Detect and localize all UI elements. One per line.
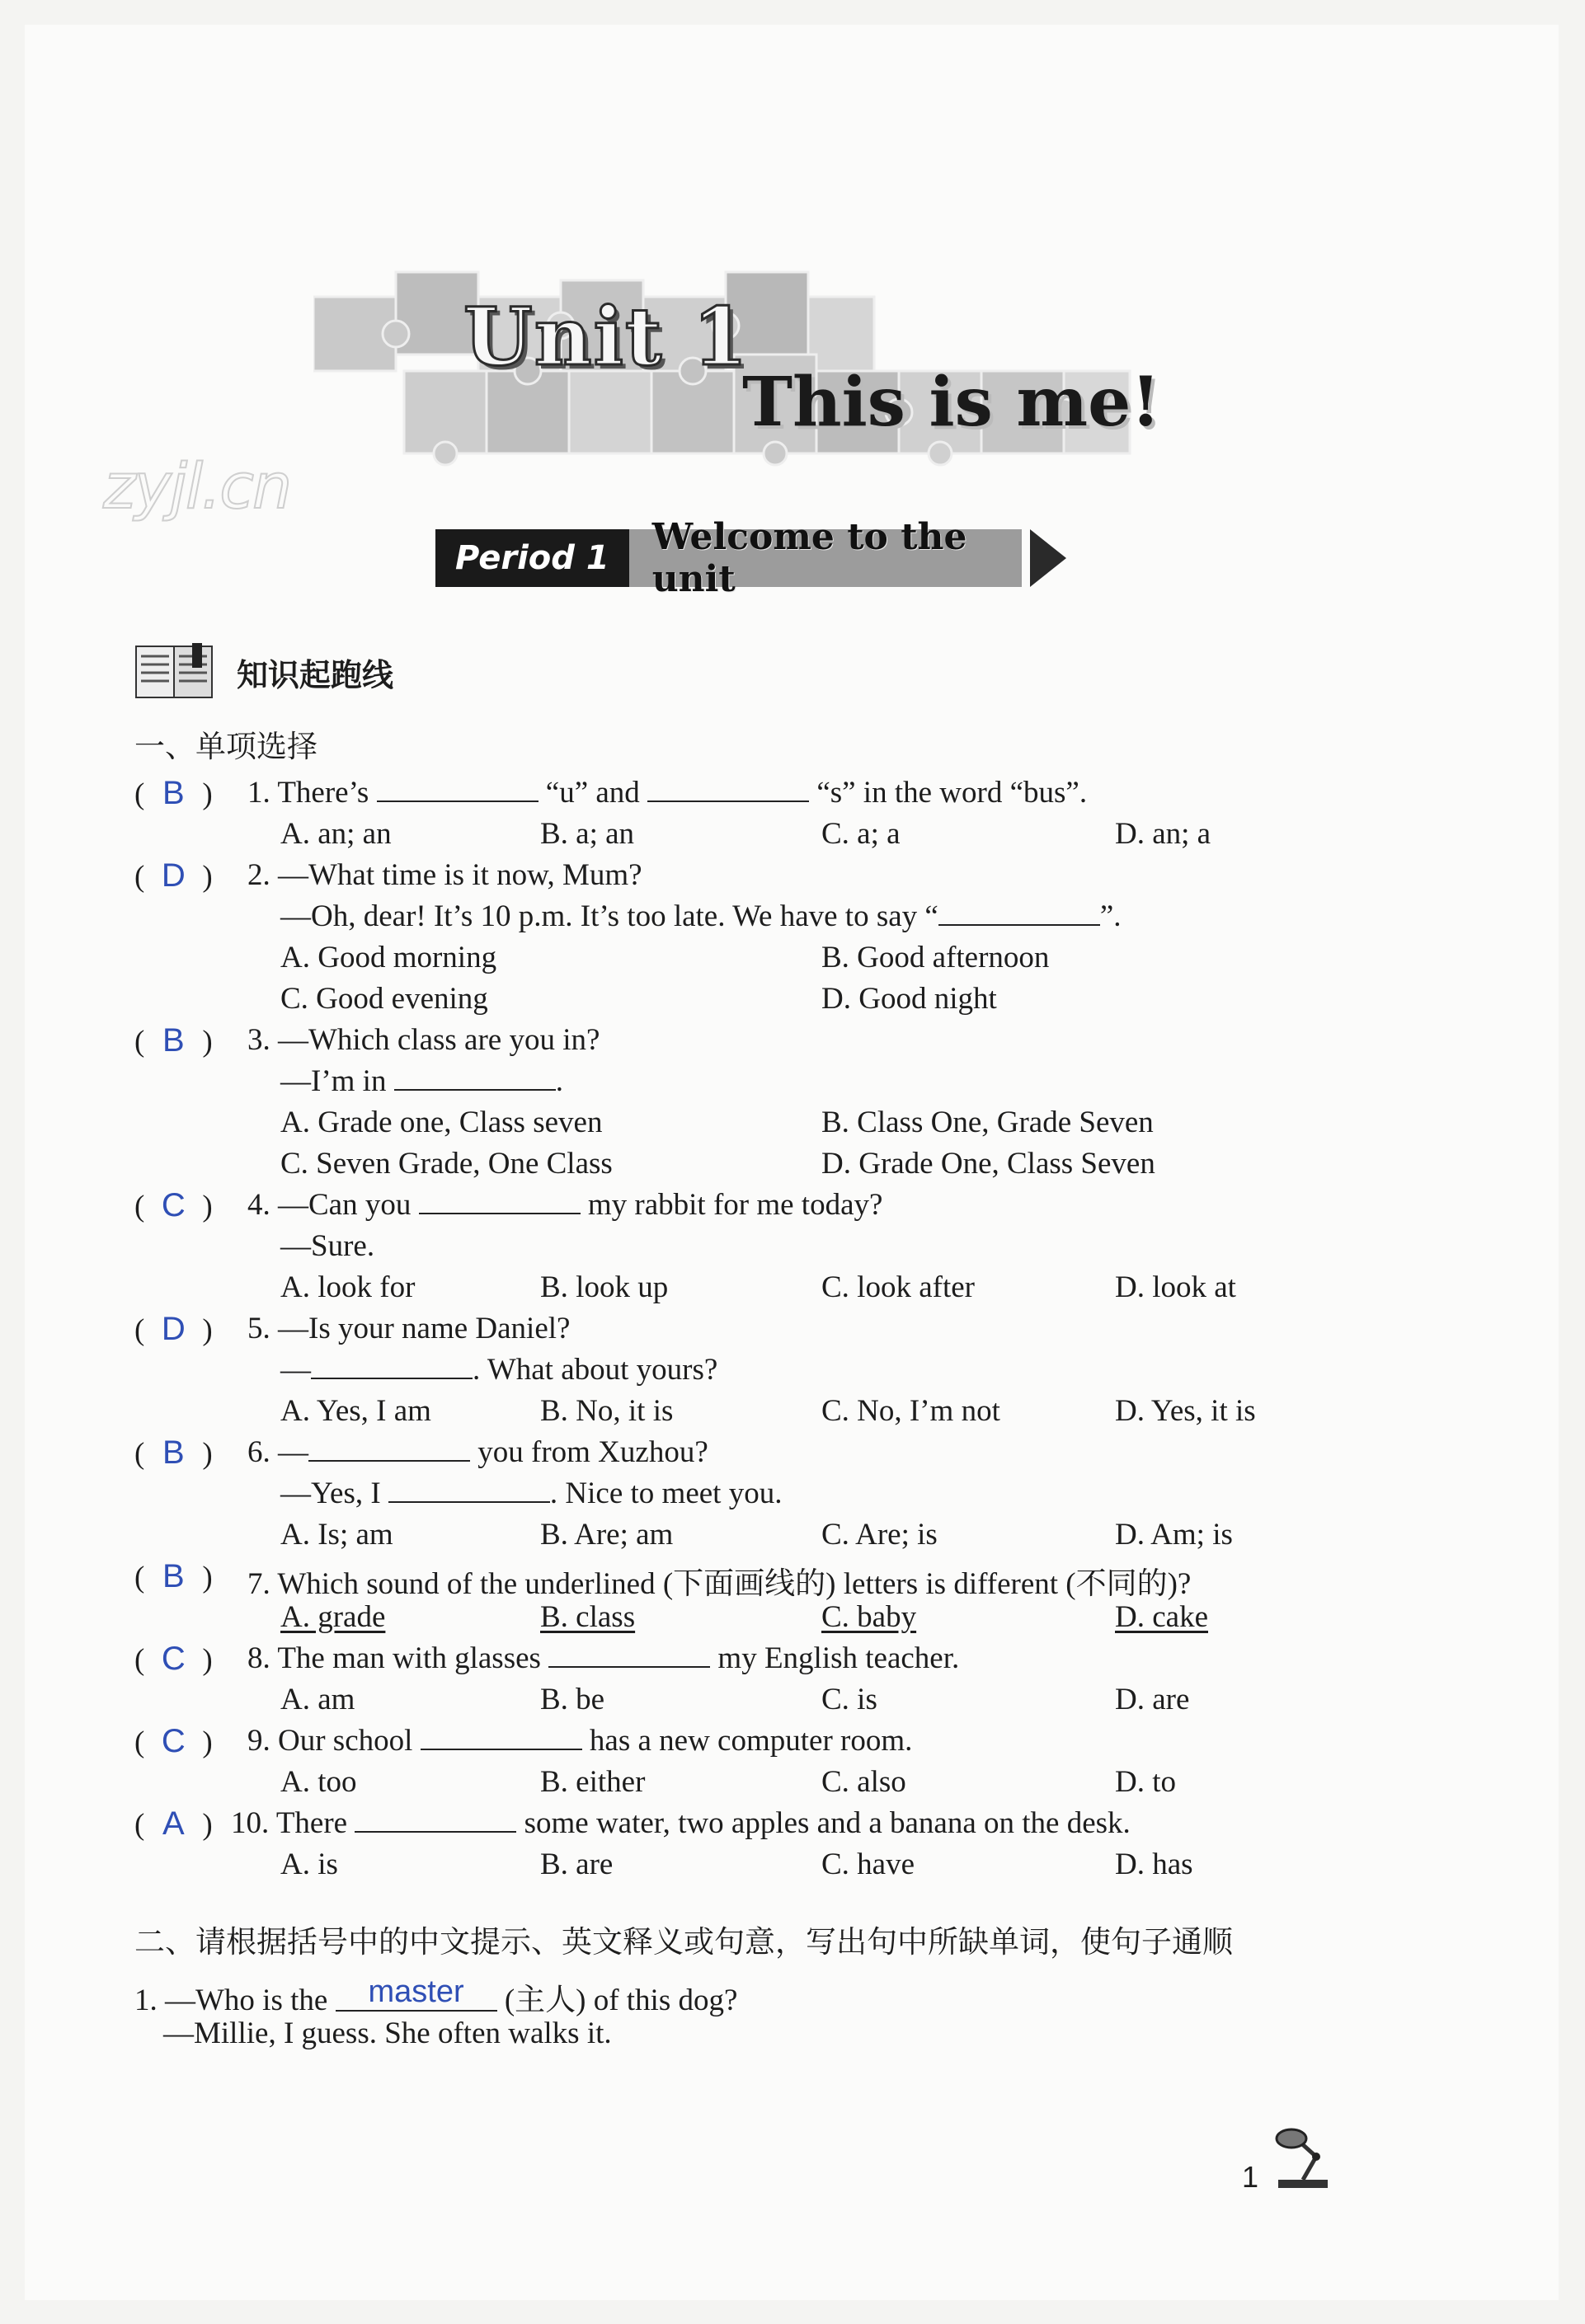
answer-paren-10: ( A ) bbox=[134, 1805, 213, 1842]
page-number: 1 bbox=[1242, 2160, 1259, 2194]
option: A. too bbox=[280, 1765, 357, 1799]
blank[interactable] bbox=[308, 1435, 470, 1462]
option: A. Yes, I am bbox=[280, 1394, 431, 1428]
option: C. also bbox=[821, 1765, 906, 1799]
answer-1: B bbox=[162, 775, 185, 811]
part2-title: 二、请根据括号中的中文提示、英文释义或句意，写出句中所缺单词，使句子通顺 bbox=[134, 1924, 1233, 1960]
fill-answer: master bbox=[368, 1974, 464, 2009]
section-heading-text: 知识起跑线 bbox=[237, 656, 394, 693]
option: A. am bbox=[280, 1683, 355, 1716]
option: D. Yes, it is bbox=[1115, 1394, 1256, 1428]
answer-paren-4: ( C ) bbox=[134, 1187, 213, 1223]
option: A. Good morning bbox=[280, 941, 497, 974]
part2-question-1: 1. —Who is the master (主人) of this dog? bbox=[134, 1974, 738, 2017]
option: C. look after bbox=[821, 1270, 975, 1304]
option: B. look up bbox=[540, 1270, 669, 1304]
option: B. Good afternoon bbox=[821, 941, 1050, 974]
part2-question-1-line2: —Millie, I guess. She often walks it. bbox=[163, 2016, 612, 2050]
option: D. look at bbox=[1115, 1270, 1236, 1304]
answer-4: C bbox=[161, 1187, 186, 1223]
question-8: 8. The man with glasses my English teacher. bbox=[247, 1641, 960, 1675]
answer-paren-3: ( B ) bbox=[134, 1022, 213, 1059]
unit-title: Unit 1 bbox=[463, 290, 750, 383]
option: B. either bbox=[540, 1765, 646, 1799]
blank[interactable] bbox=[377, 776, 539, 802]
watermark: zyjl.cn bbox=[103, 449, 291, 523]
blank[interactable] bbox=[647, 776, 809, 802]
option: A. Is; am bbox=[280, 1518, 393, 1552]
question-4-line2: —Sure. bbox=[280, 1229, 375, 1263]
question-5: 5. —Is your name Daniel? bbox=[247, 1312, 571, 1345]
period-arrow-icon bbox=[1030, 529, 1066, 587]
desk-lamp-mascot-icon bbox=[1270, 2125, 1336, 2191]
option: C. is bbox=[821, 1683, 877, 1716]
blank[interactable] bbox=[938, 899, 1100, 926]
answer-paren-1: ( B ) bbox=[134, 775, 213, 811]
answer-10: A bbox=[162, 1805, 185, 1842]
option: C. have bbox=[821, 1847, 915, 1881]
period-bar bbox=[435, 516, 1066, 600]
answer-8: C bbox=[161, 1641, 186, 1677]
period-name: Welcome to the unit bbox=[629, 529, 1022, 587]
answer-9: C bbox=[161, 1723, 186, 1759]
option: B. are bbox=[540, 1847, 614, 1881]
answer-6: B bbox=[162, 1434, 185, 1471]
option: B. Class One, Grade Seven bbox=[821, 1106, 1154, 1139]
answer-paren-7: ( B ) bbox=[134, 1558, 213, 1594]
option: B. class bbox=[540, 1600, 636, 1634]
fill-blank[interactable] bbox=[336, 1974, 497, 2012]
option: D. Good night bbox=[821, 982, 997, 1016]
option: A. look for bbox=[280, 1270, 416, 1304]
blank[interactable] bbox=[311, 1353, 473, 1379]
answer-paren-8: ( C ) bbox=[134, 1641, 213, 1677]
option: C. baby bbox=[821, 1600, 917, 1634]
blank[interactable] bbox=[421, 1724, 582, 1750]
question-2: 2. —What time is it now, Mum? bbox=[247, 858, 642, 892]
question-2-line2: —Oh, dear! It’s 10 p.m. It’s too late. We have to say “ ”. bbox=[280, 899, 1122, 933]
option: A. is bbox=[280, 1847, 338, 1881]
option: C. No, I’m not bbox=[821, 1394, 1000, 1428]
answer-5: D bbox=[161, 1311, 186, 1347]
question-7: 7. Which sound of the underlined (下面画线的) letters is different (不同的)? bbox=[247, 1567, 1192, 1601]
blank[interactable] bbox=[548, 1641, 710, 1668]
question-4: 4. —Can you my rabbit for me today? bbox=[247, 1188, 883, 1222]
blank[interactable] bbox=[419, 1188, 581, 1214]
option: C. Are; is bbox=[821, 1518, 938, 1552]
blank[interactable] bbox=[388, 1477, 550, 1503]
unit-banner bbox=[313, 264, 1171, 486]
question-10: 10. There some water, two apples and a banana on the desk. bbox=[231, 1806, 1131, 1840]
option: D. an; a bbox=[1115, 817, 1211, 851]
answer-paren-6: ( B ) bbox=[134, 1434, 213, 1471]
question-9: 9. Our school has a new computer room. bbox=[247, 1724, 913, 1758]
question-5-line2: — . What about yours? bbox=[280, 1353, 718, 1387]
blank[interactable] bbox=[355, 1806, 516, 1833]
answer-2: D bbox=[161, 857, 186, 894]
option: C. a; a bbox=[821, 817, 901, 851]
question-6-line2: —Yes, I . Nice to meet you. bbox=[280, 1477, 783, 1510]
option: D. Grade One, Class Seven bbox=[821, 1147, 1155, 1181]
option: D. are bbox=[1115, 1683, 1190, 1716]
answer-7: B bbox=[162, 1558, 185, 1594]
option: D. has bbox=[1115, 1847, 1193, 1881]
part1-title: 一、单项选择 bbox=[134, 729, 317, 764]
question-3: 3. —Which class are you in? bbox=[247, 1023, 600, 1057]
question-1: 1. There’s “u” and “s” in the word “bus”. bbox=[247, 776, 1088, 810]
option: A. an; an bbox=[280, 817, 392, 851]
option: B. Are; am bbox=[540, 1518, 674, 1552]
answer-paren-5: ( D ) bbox=[134, 1311, 213, 1347]
option: D. to bbox=[1115, 1765, 1176, 1799]
book-icon bbox=[134, 643, 214, 701]
period-label: Period 1 bbox=[435, 529, 629, 587]
question-6: 6. — you from Xuzhou? bbox=[247, 1435, 708, 1469]
option: B. a; an bbox=[540, 817, 635, 851]
answer-paren-2: ( D ) bbox=[134, 857, 213, 894]
option: C. Good evening bbox=[280, 982, 488, 1016]
question-3-line2: —I’m in . bbox=[280, 1064, 563, 1098]
option: D. cake bbox=[1115, 1600, 1208, 1634]
unit-subtitle: This is me! bbox=[742, 363, 1161, 442]
answer-3: B bbox=[162, 1022, 185, 1059]
section-heading bbox=[134, 643, 393, 701]
option: B. be bbox=[540, 1683, 605, 1716]
option: B. No, it is bbox=[540, 1394, 674, 1428]
option: D. Am; is bbox=[1115, 1518, 1233, 1552]
blank[interactable] bbox=[394, 1064, 556, 1091]
option: C. Seven Grade, One Class bbox=[280, 1147, 613, 1181]
answer-paren-9: ( C ) bbox=[134, 1723, 213, 1759]
option: A. grade bbox=[280, 1600, 386, 1634]
option: A. Grade one, Class seven bbox=[280, 1106, 603, 1139]
